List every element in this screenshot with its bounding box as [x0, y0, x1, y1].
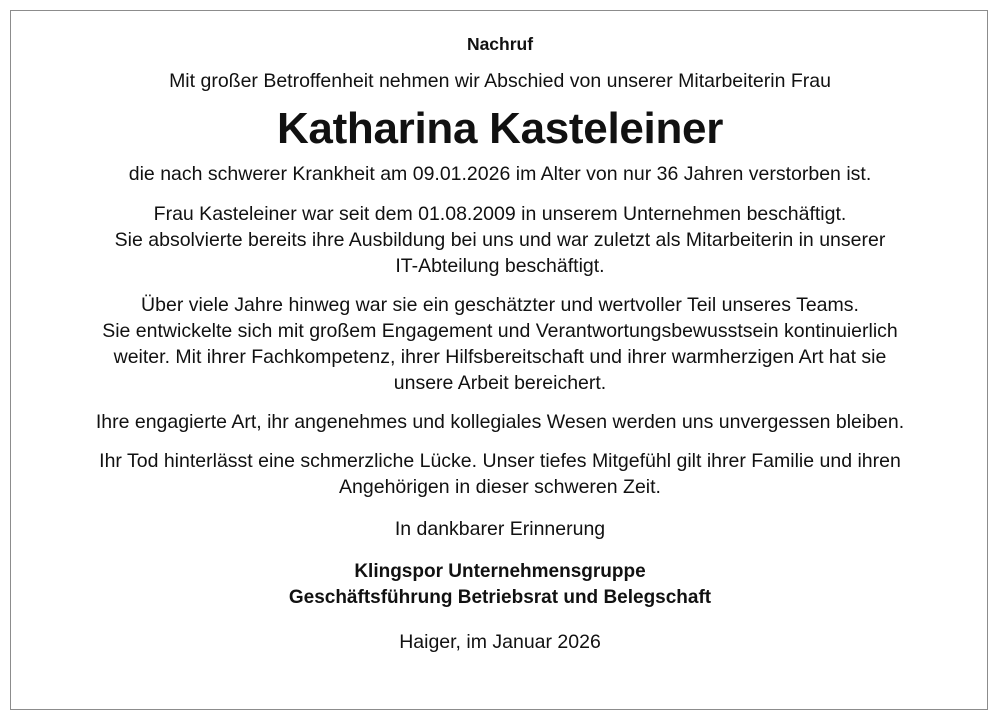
paragraph-line: Ihre engagierte Art, ihr angenehmes und kollegiales Wesen werden uns unvergessen bleiben.	[95, 411, 905, 433]
paragraph-character	[0, 409, 1000, 435]
paragraph-line: IT-Abteilung beschäftigt.	[395, 255, 605, 277]
body-paragraphs	[0, 201, 1000, 500]
paragraph-line: Sie entwickelte sich mit großem Engagement und Verantwortungsbewusstsein kontinuierlich	[102, 320, 898, 342]
paragraph-line: Über viele Jahre hinweg war sie ein geschätzter und wertvoller Teil unseres Teams.	[141, 294, 859, 316]
paragraph-employment	[0, 201, 1000, 279]
paragraph-line: weiter. Mit ihrer Fachkompetenz, ihrer Hilfsbereitschaft und ihrer warmherzigen Art hat sie	[113, 346, 887, 368]
paragraph-line: Angehörigen in dieser schweren Zeit.	[339, 476, 661, 498]
organization-subtitle: Geschäftsführung Betriebsrat und Belegschaft	[288, 587, 712, 608]
deceased-name: Katharina Kasteleiner	[276, 104, 724, 153]
place-date: Haiger, im Januar 2026	[399, 631, 601, 653]
paragraph-condolence	[0, 448, 1000, 500]
paragraph-line: unsere Arbeit bereichert.	[393, 372, 607, 394]
paragraph-line: Frau Kasteleiner war seit dem 01.08.2009 in unserem Unternehmen beschäftigt.	[153, 203, 847, 225]
closing-text: In dankbarer Erinnerung	[394, 518, 606, 540]
notice-heading: Nachruf	[466, 34, 534, 54]
organization-name: Klingspor Unternehmensgruppe	[354, 561, 646, 582]
death-line: die nach schwerer Krankheit am 09.01.2026 im Alter von nur 36 Jahren verstorben ist.	[128, 163, 872, 185]
paragraph-line: Ihr Tod hinterlässt eine schmerzliche Lücke. Unser tiefes Mitgefühl gilt ihrer Familie und ihren	[99, 450, 901, 472]
paragraph-line: Sie absolvierte bereits ihre Ausbildung bei uns und war zuletzt als Mitarbeiterin in unserer	[114, 229, 886, 251]
intro-text: Mit großer Betroffenheit nehmen wir Abschied von unserer Mitarbeiterin Frau	[169, 70, 831, 92]
paragraph-appreciation	[0, 292, 1000, 396]
